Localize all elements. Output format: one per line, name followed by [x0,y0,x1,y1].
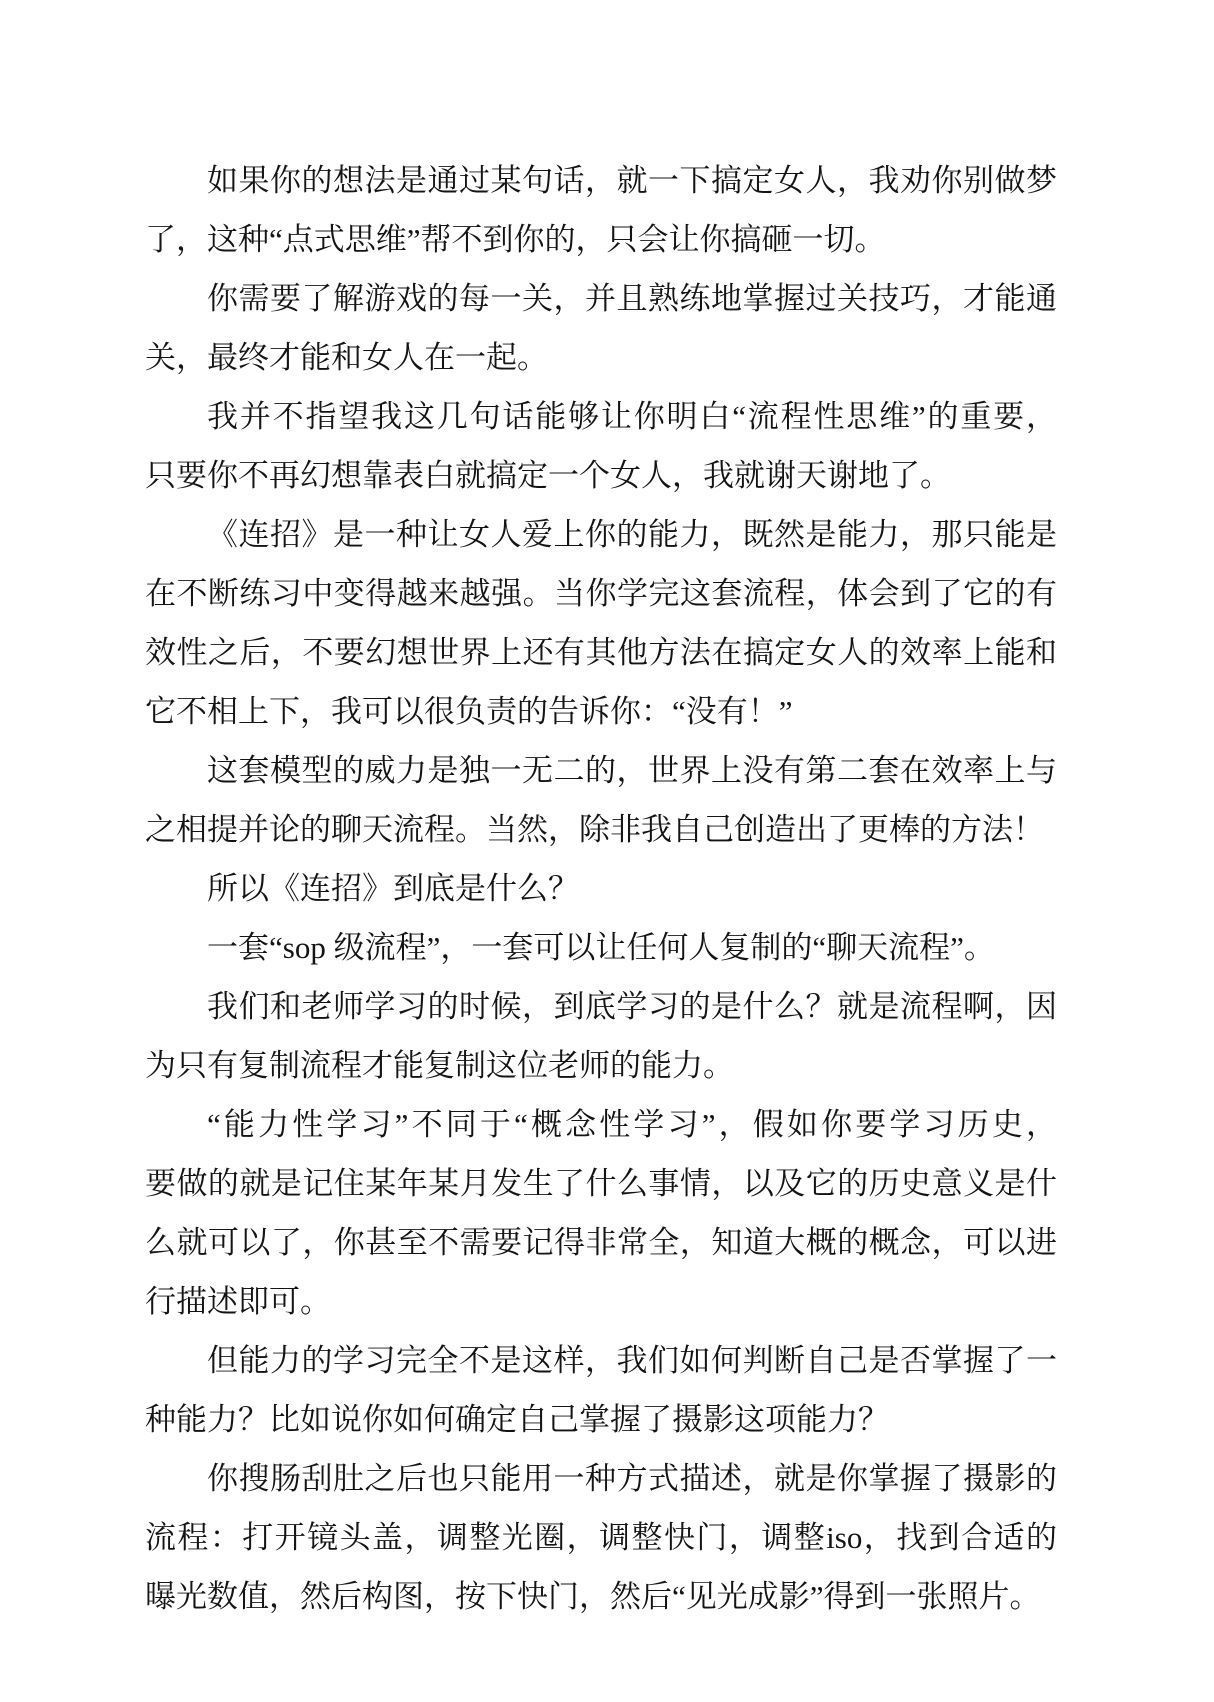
text-line: 我并不指望我这几句话能够让你明白“流程性思维”的重要， [207,399,1057,434]
text-line: 在不断练习中变得越来越强。当你学完这套流程，体会到了它的有 [145,576,1057,611]
text-line: 你搜肠刮肚之后也只能用一种方式描述，就是你掌握了摄影的 [207,1461,1057,1496]
text-line: 它不相上下，我可以很负责的告诉你：“没有！” [145,694,793,729]
text-line: “能力性学习”不同于“概念性学习”，假如你要学习历史， [207,1107,1057,1142]
paragraph [145,151,1057,269]
paragraph [145,387,1057,505]
paragraph [145,1095,1057,1331]
text-line: 只要你不再幻想靠表白就搞定一个女人，我就谢天谢地了。 [145,458,951,493]
text-line: 但能力的学习完全不是这样，我们如何判断自己是否掌握了一 [207,1343,1057,1378]
paragraph [145,1331,1057,1449]
paragraph [145,859,1057,918]
text-line: 一套“sop 级流程”，一套可以让任何人复制的“聊天流程”。 [207,930,995,965]
text-line: 关，最终才能和女人在一起。 [145,340,548,375]
paragraph [145,1449,1057,1626]
text-line: 么就可以了，你甚至不需要记得非常全，知道大概的概念，可以进 [145,1225,1057,1260]
text-line: 我们和老师学习的时候，到底学习的是什么？就是流程啊，因 [207,989,1057,1024]
paragraph [145,741,1057,859]
text-line: 要做的就是记住某年某月发生了什么事情，以及它的历史意义是什 [145,1166,1057,1201]
text-line: 了，这种“点式思维”帮不到你的，只会让你搞砸一切。 [145,222,886,257]
paragraph [145,269,1057,387]
text-line: 之相提并论的聊天流程。当然，除非我自己创造出了更棒的方法！ [145,812,1044,847]
paragraph [145,505,1057,741]
text-line: 曝光数值，然后构图，按下快门，然后“见光成影”得到一张照片。 [145,1579,1041,1614]
text-line: 你需要了解游戏的每一关，并且熟练地掌握过关技巧，才能通 [207,281,1057,316]
text-line: 如果你的想法是通过某句话，就一下搞定女人，我劝你别做梦 [207,163,1057,198]
paragraph [145,918,1057,977]
paragraph [145,977,1057,1095]
text-line: 这套模型的威力是独一无二的，世界上没有第二套在效率上与 [207,753,1057,788]
text-line: 种能力？比如说你如何确定自己掌握了摄影这项能力？ [145,1402,889,1437]
text-line: 所以《连招》到底是什么？ [207,871,579,906]
text-line: 《连招》是一种让女人爱上你的能力，既然是能力，那只能是 [207,517,1057,552]
text-line: 流程：打开镜头盖，调整光圈，调整快门，调整iso，找到合适的 [145,1520,1057,1555]
text-line: 为只有复制流程才能复制这位老师的能力。 [145,1048,734,1083]
text-line: 效性之后，不要幻想世界上还有其他方法在搞定女人的效率上能和 [145,635,1057,670]
text-line: 行描述即可。 [145,1284,331,1319]
